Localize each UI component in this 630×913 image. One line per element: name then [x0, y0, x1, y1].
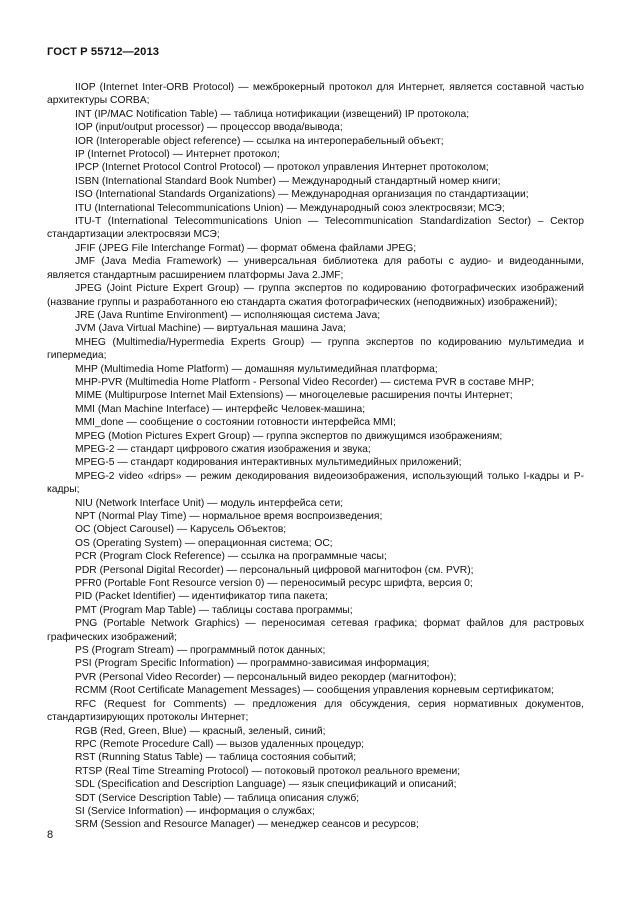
abbreviation-entry: PDR (Personal Digital Recorder) — персональный цифровой магнитофон (см. PVR); — [75, 564, 474, 576]
abbreviation-entry: RGB (Red, Green, Blue) — красный, зеленый, синий; — [75, 725, 326, 737]
abbreviation-entry: MHP-PVR (Multimedia Home Platform - Personal Video Recorder) — система PVR в составе MHP; — [75, 376, 535, 388]
abbreviation-entry: JPEG (Joint Picture Expert Group) — группа экспертов по кодированию фотографических изображений (название группы и разработанного ею стандарта сжатия фотографических (неподвижных) изображений); — [47, 283, 584, 308]
abbreviation-entry: MPEG (Motion Pictures Expert Group) — группа экспертов по движущимся изображениям; — [75, 430, 503, 442]
abbreviation-entry: IIOP (Internet Inter-ORB Protocol) — межброкерный протокол для Интернет, является составной частью архитектуры CORBA; — [47, 82, 584, 107]
abbreviation-entry: RFC (Request for Comments) — предложения для обсуждения, серия нормативных документов, стандартизирующих протоколы Интернет; — [47, 698, 584, 724]
abbreviation-entry: IP (Internet Protocol) — Интернет протокол; — [75, 149, 280, 161]
abbreviations-list — [47, 81, 584, 832]
abbreviation-entry: SDT (Service Description Table) — таблица описания служб; — [75, 792, 360, 804]
abbreviation-entry: RST (Running Status Table) — таблица состояния событий; — [75, 752, 357, 764]
abbreviation-entry: IOP (input/output processor) — процессор ввода/вывода; — [75, 122, 343, 134]
abbreviation-entry: PNG (Portable Network Graphics) — переносимая сетевая графика; формат файлов для растровых графических изображений; — [47, 618, 584, 643]
abbreviation-entry: RPC (Remote Procedure Call) — вызов удаленных процедур; — [75, 738, 365, 750]
abbreviation-entry: MPEG-5 — стандарт кодирования интерактивных мультимедийных приложений; — [75, 457, 462, 469]
abbreviation-entry: JVM (Java Virtual Machine) — виртуальная машина Java; — [75, 323, 346, 335]
abbreviation-entry: SDL (Specification and Description Language) — язык спецификаций и описаний; — [75, 779, 457, 791]
abbreviation-entry: PSI (Program Specific Information) — программно-зависимая информация; — [75, 658, 430, 670]
abbreviation-entry: JMF (Java Media Framework) — универсальная библиотека для работы с аудио- и видеоданными, является стандартным расширением платформы Java 2.JMF; — [47, 256, 584, 281]
abbreviation-entry: PCR (Program Clock Reference) — ссылка на программные часы; — [75, 551, 387, 563]
abbreviation-entry: IPCP (Internet Protocol Control Protocol) — протокол управления Интернет протоколом; — [75, 162, 489, 174]
abbreviation-entry: PVR (Personal Video Recorder) — персональный видео рекордер (магнитофон); — [75, 671, 457, 683]
abbreviation-entry: NPT (Normal Play Time) — нормальное время воспроизведения; — [75, 511, 383, 522]
standard-header: ГОСТ Р 55712—2013 — [47, 46, 160, 58]
abbreviation-entry: RCMM (Root Certificate Management Messages) — сообщения управления корневым сертификатом; — [75, 685, 554, 697]
abbreviation-entry: MMI_done — сообщение о состоянии готовности интерфейса MMI; — [75, 417, 396, 429]
abbreviation-entry: INT (IP/MAC Notification Table) — таблица нотификации (извещений) IP протокола; — [75, 108, 470, 120]
abbreviation-entry: JRE (Java Runtime Environment) — исполняющая система Java; — [75, 309, 381, 321]
abbreviation-entry: PMT (Program Map Table) — таблицы состава программы; — [75, 604, 353, 616]
abbreviation-entry: PID (Packet Identifier) — идентификатор типа пакета; — [75, 591, 328, 603]
abbreviation-entry: PFR0 (Portable Font Resource version 0) — переносимый ресурс шрифта, версия 0; — [75, 578, 473, 590]
abbreviation-entry: OS (Operating System) — операционная система; ОС; — [75, 537, 333, 549]
page-number: 8 — [47, 829, 54, 841]
abbreviation-entry: SRM (Session and Resource Manager) — менеджер сеансов и ресурсов; — [75, 819, 419, 831]
abbreviation-entry: MMI (Man Machine Interface) — интерфейс Человек-машина; — [75, 403, 366, 415]
abbreviation-entry: JFIF (JPEG File Interchange Format) — формат обмена файлами JPEG; — [75, 242, 417, 254]
abbreviation-entry: OC (Object Carousel) — Карусель Объектов; — [75, 524, 287, 536]
abbreviation-entry: RTSP (Real Time Streaming Protocol) — потоковый протокол реального времени; — [75, 765, 461, 777]
abbreviation-entry: ITU-T (International Telecommunications Union — Telecommunication Standardization Sector) – Сектор стандартизации электросвязи МСЭ; — [47, 216, 584, 241]
abbreviation-entry: PS (Program Stream) — программный поток данных; — [75, 645, 326, 657]
abbreviation-entry: IOR (Interoperable object reference) — ссылка на интероперабельный объект; — [75, 135, 444, 147]
abbreviation-entry: SI (Service Information) — информация о службах; — [75, 805, 315, 817]
abbreviation-entry: MPEG-2 — стандарт цифрового сжатия изображения и звука; — [75, 443, 371, 455]
abbreviation-entry: NIU (Network Interface Unit) — модуль интерфейса сети; — [75, 497, 344, 509]
abbreviation-entry: MIME (Multipurpose Internet Mail Extensions) — многоцелевые расширения почты Интернет; — [75, 390, 513, 402]
abbreviation-entry: ISO (International Standards Organizations) — Международная организация по стандартизации; — [75, 189, 529, 201]
abbreviation-entry: MHEG (Multimedia/Hypermedia Experts Group) — группа экспертов по кодированию мультимедиа и гипермедиа; — [47, 336, 584, 362]
abbreviation-entry: MPEG-2 video «drips» — режим декодирования видеоизображения, использующий только I-кадры и P-кадры; — [47, 470, 584, 496]
abbreviation-entry: MHP (Multimedia Home Platform) — домашняя мультимедийная платформа; — [75, 363, 438, 375]
abbreviation-entry: ISBN (International Standard Book Number) — Международный стандартный номер книги; — [75, 175, 501, 187]
abbreviation-entry: ITU (International Telecommunications Union) — Международный союз электросвязи; МСЭ; — [75, 202, 505, 214]
